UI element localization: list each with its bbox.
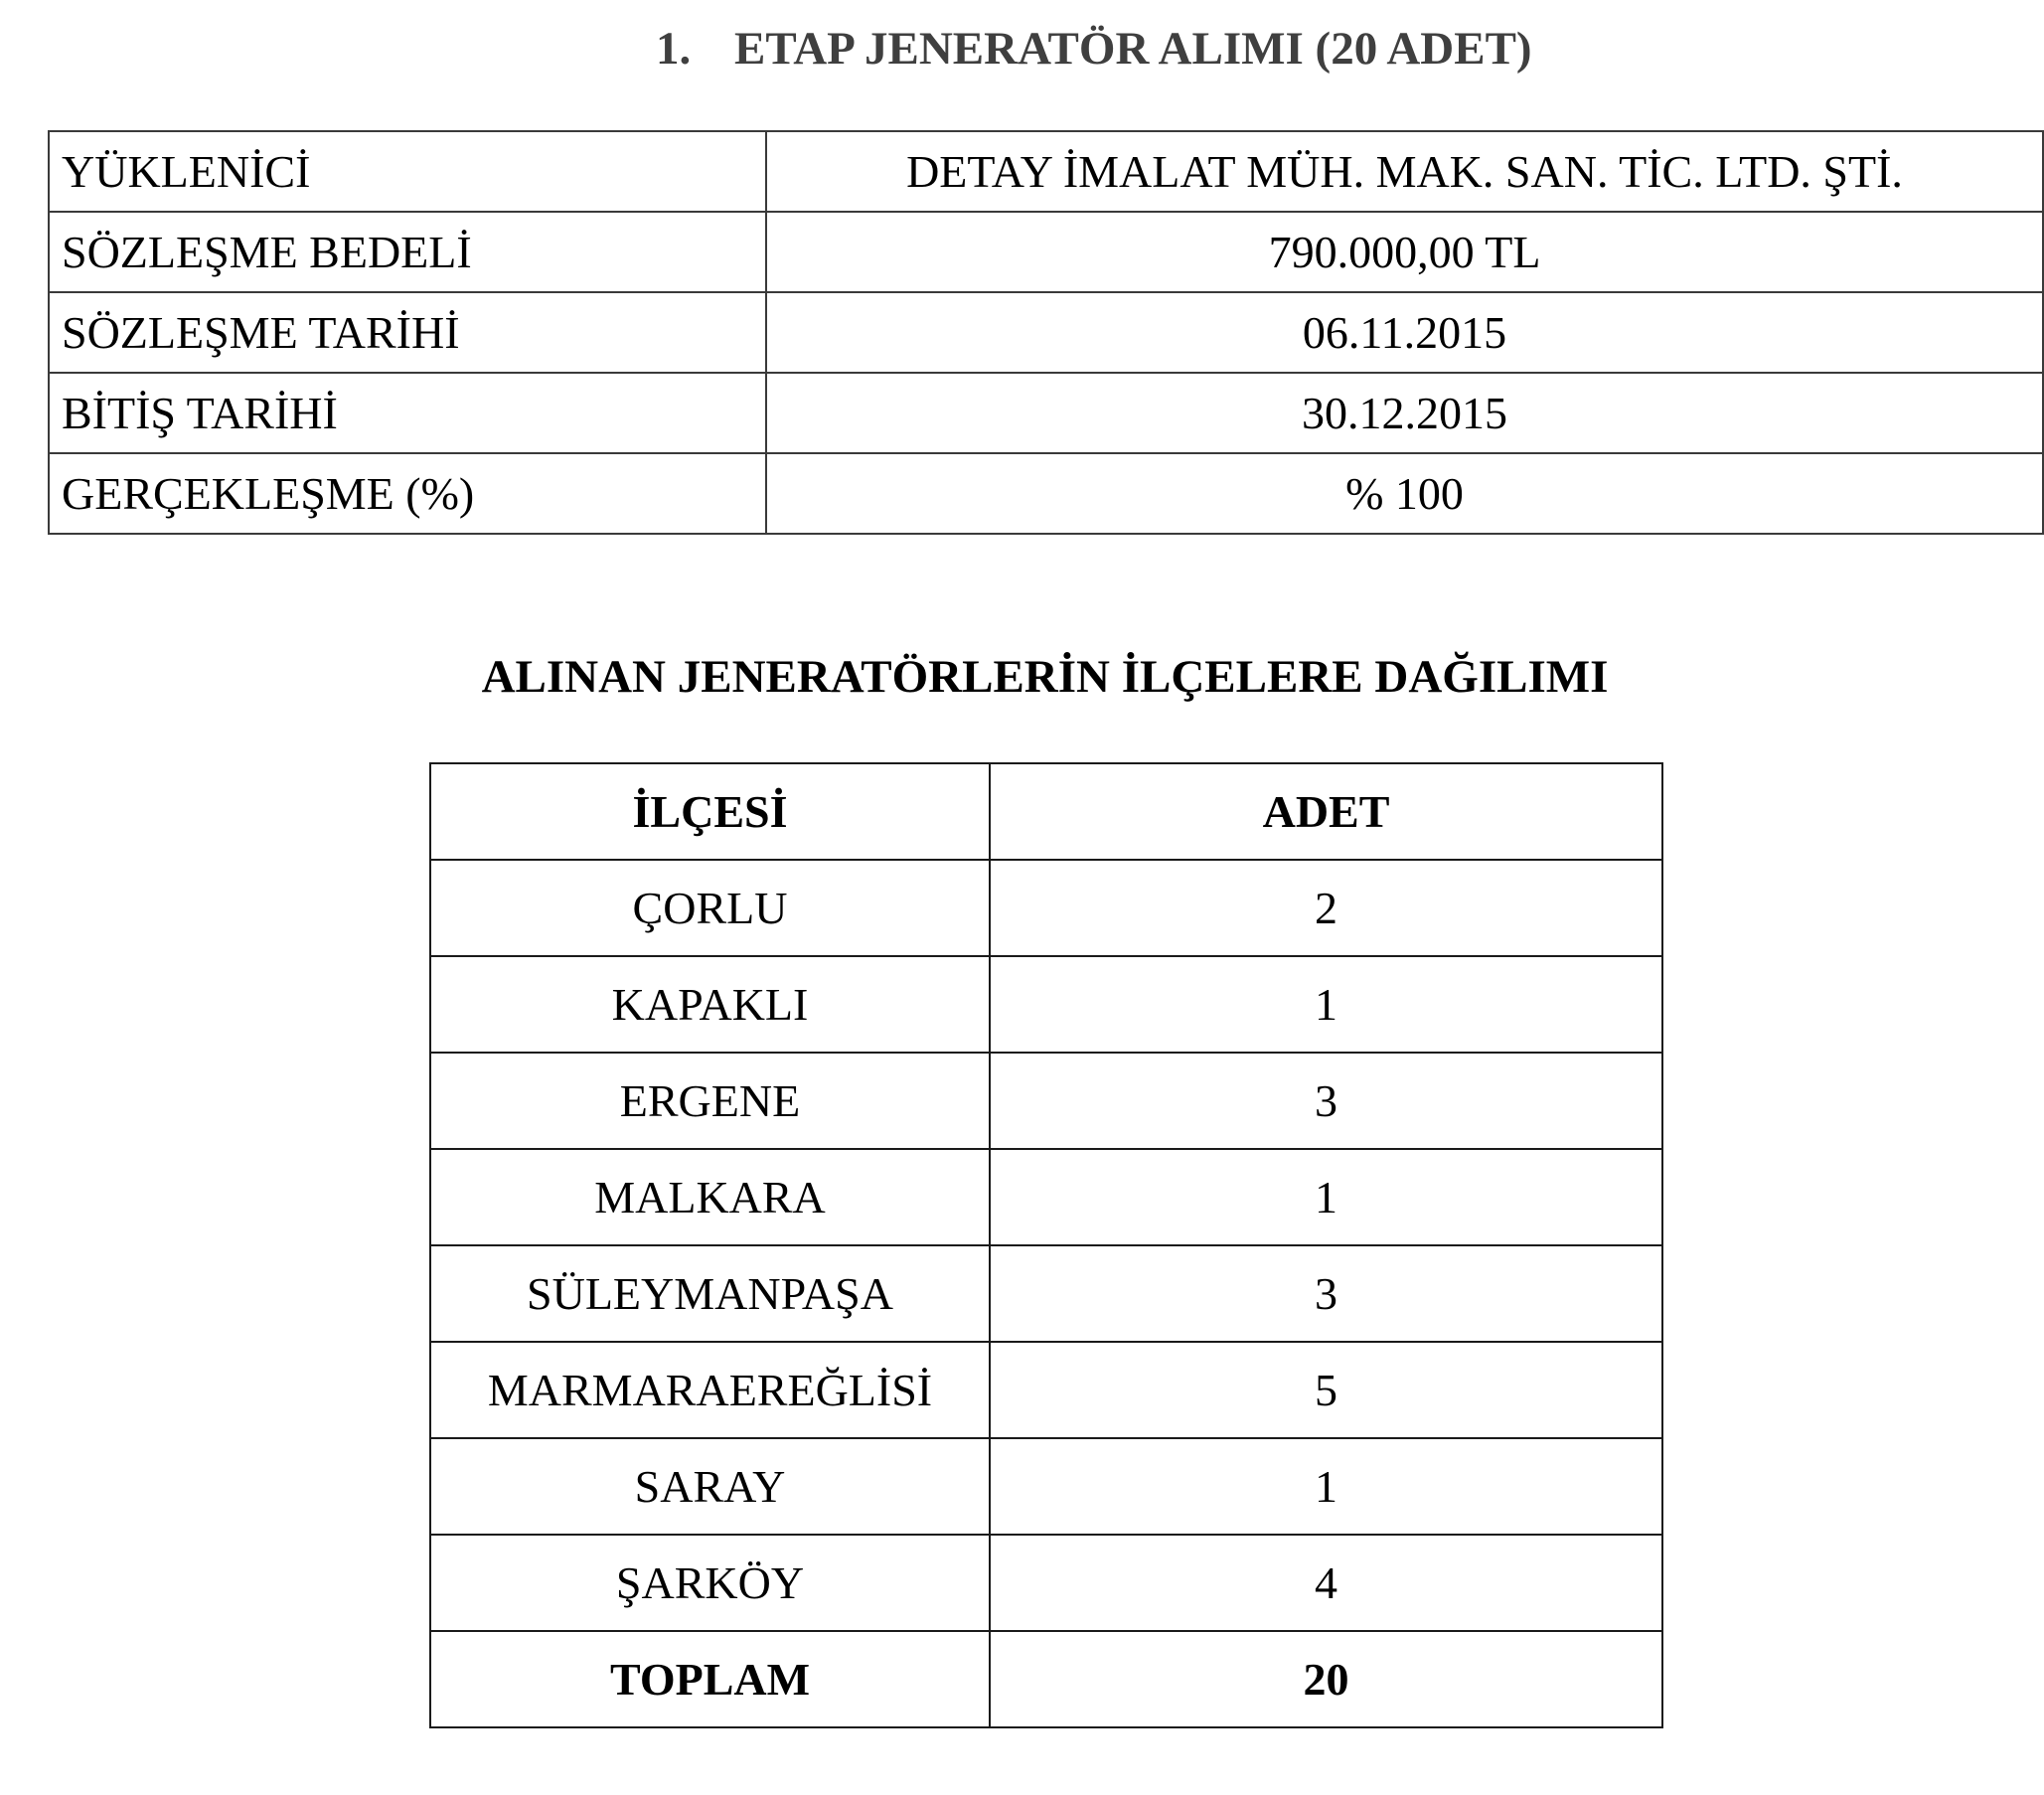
- table-row: [430, 956, 1662, 1053]
- count-cell: 1: [990, 1438, 1662, 1535]
- table-row: [49, 212, 2043, 292]
- contractor-value: DETAY İMALAT MÜH. MAK. SAN. TİC. LTD. ŞTİ.: [766, 131, 2043, 212]
- table-row: [49, 131, 2043, 212]
- count-cell: 1: [990, 956, 1662, 1053]
- section-number: 1.: [656, 23, 692, 75]
- section-title: ETAP JENERATÖR ALIMI (20 ADET): [734, 23, 1532, 75]
- count-cell: 3: [990, 1245, 1662, 1342]
- table-row: [49, 373, 2043, 453]
- count-cell: 2: [990, 860, 1662, 956]
- table-row: [430, 1245, 1662, 1342]
- count-cell: 5: [990, 1342, 1662, 1438]
- district-cell: ERGENE: [430, 1053, 990, 1149]
- count-column-header: ADET: [990, 763, 1662, 860]
- contract-date-value: 06.11.2015: [766, 292, 2043, 373]
- contract-amount-label: SÖZLEŞME BEDELİ: [49, 212, 766, 292]
- table-row: [430, 860, 1662, 956]
- district-cell: MALKARA: [430, 1149, 990, 1245]
- distribution-title: ALINAN JENERATÖRLERİN İLÇELERE DAĞILIMI: [481, 651, 1609, 703]
- table-row: [430, 1053, 1662, 1149]
- end-date-label: BİTİŞ TARİHİ: [49, 373, 766, 453]
- total-count: 20: [990, 1631, 1662, 1727]
- district-cell: KAPAKLI: [430, 956, 990, 1053]
- total-row: [430, 1631, 1662, 1727]
- district-cell: ÇORLU: [430, 860, 990, 956]
- table-row: [49, 292, 2043, 373]
- contract-info-table: [48, 130, 2044, 535]
- total-label: TOPLAM: [430, 1631, 990, 1727]
- completion-label: GERÇEKLEŞME (%): [49, 453, 766, 534]
- table-row: [49, 453, 2043, 534]
- table-row: [430, 1438, 1662, 1535]
- district-cell: ŞARKÖY: [430, 1535, 990, 1631]
- district-cell: MARMARAEREĞLİSİ: [430, 1342, 990, 1438]
- count-cell: 3: [990, 1053, 1662, 1149]
- table-row: [430, 1535, 1662, 1631]
- end-date-value: 30.12.2015: [766, 373, 2043, 453]
- contract-date-label: SÖZLEŞME TARİHİ: [49, 292, 766, 373]
- section-heading: [0, 14, 2044, 83]
- count-cell: 1: [990, 1149, 1662, 1245]
- distribution-table: [429, 762, 1663, 1728]
- table-header-row: [430, 763, 1662, 860]
- table-row: [430, 1342, 1662, 1438]
- district-column-header: İLÇESİ: [430, 763, 990, 860]
- contract-amount-value: 790.000,00 TL: [766, 212, 2043, 292]
- table-row: [430, 1149, 1662, 1245]
- district-cell: SÜLEYMANPAŞA: [430, 1245, 990, 1342]
- district-cell: SARAY: [430, 1438, 990, 1535]
- count-cell: 4: [990, 1535, 1662, 1631]
- contractor-label: YÜKLENİCİ: [49, 131, 766, 212]
- completion-value: % 100: [766, 453, 2043, 534]
